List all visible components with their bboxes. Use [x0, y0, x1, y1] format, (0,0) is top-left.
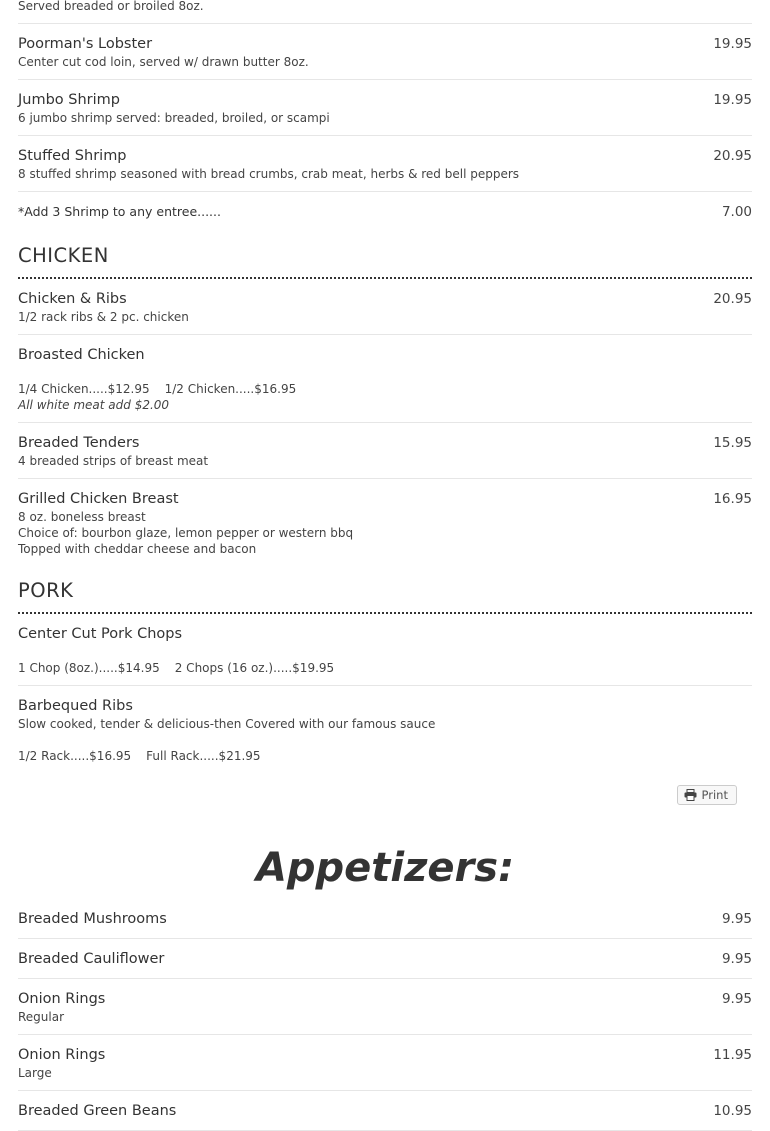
print-label: Print	[701, 788, 728, 802]
item-price: 9.95	[721, 911, 752, 927]
item-price: 20.95	[713, 291, 752, 307]
menu-item	[18, 80, 752, 136]
item-note: All white meat add $2.00	[18, 398, 170, 412]
item-description: 8 stuffed shrimp seasoned with bread crumbs, crab meat, herbs & red bell peppers	[18, 167, 520, 181]
item-name: Chicken & Ribs	[18, 291, 127, 307]
item-price: 7.00	[721, 204, 752, 220]
item-description: Regular	[18, 1010, 65, 1024]
menu-item	[18, 279, 752, 335]
item-description: 8 oz. boneless breast	[18, 510, 146, 524]
option-price: 2 Chops (16 oz.).....$19.95	[174, 661, 335, 675]
item-name: Breaded Green Beans	[18, 1103, 177, 1119]
item-name: Stuffed Shrimp	[18, 148, 127, 164]
item-price: 9.95	[721, 991, 752, 1007]
option-price: 1/2 Chicken.....$16.95	[164, 382, 297, 396]
item-name: Grilled Chicken Breast	[18, 491, 179, 507]
addon-item	[18, 192, 752, 231]
option-price: 1/2 Rack.....$16.95	[18, 749, 132, 763]
item-name: Broasted Chicken	[18, 347, 145, 363]
menu-item	[18, 899, 752, 939]
item-description: Center cut cod loin, served w/ drawn butter 8oz.	[18, 55, 309, 69]
option-price: Full Rack.....$21.95	[146, 749, 261, 763]
printer-icon	[684, 789, 697, 801]
item-name: Breaded Tenders	[18, 435, 140, 451]
option-price: 1 Chop (8oz.).....$14.95	[18, 661, 160, 675]
item-name: Onion Rings	[18, 1047, 106, 1063]
menu-item	[18, 136, 752, 192]
menu-item	[18, 1035, 752, 1091]
item-name: Barbequed Ribs	[18, 698, 133, 714]
item-price: 16.95	[713, 491, 752, 507]
item-description: 6 jumbo shrimp served: breaded, broiled, or scampi	[18, 111, 330, 125]
item-name: Onion Rings	[18, 991, 106, 1007]
item-price: 19.95	[713, 36, 752, 52]
item-price: 10.95	[713, 1103, 752, 1119]
menu-item	[18, 479, 752, 566]
item-description: Served breaded or broiled 8oz.	[18, 0, 204, 13]
item-options	[18, 381, 752, 397]
menu-item	[18, 24, 752, 80]
item-price: 15.95	[713, 435, 752, 451]
menu-item	[18, 423, 752, 479]
item-price: 11.95	[713, 1047, 752, 1063]
menu-item	[18, 0, 752, 24]
section-heading-pork: PORK	[18, 566, 752, 614]
menu-item	[18, 979, 752, 1035]
item-name: Jumbo Shrimp	[18, 92, 120, 108]
item-options	[18, 660, 752, 676]
menu-item	[18, 686, 752, 773]
item-description: Large	[18, 1066, 52, 1080]
item-description: 1/2 rack ribs & 2 pc. chicken	[18, 310, 189, 324]
item-name: Center Cut Pork Chops	[18, 626, 183, 642]
item-name: *Add 3 Shrimp to any entree......	[18, 204, 221, 219]
item-options	[18, 748, 752, 764]
item-description: Choice of: bourbon glaze, lemon pepper or western bbq	[18, 526, 354, 540]
menu-item	[18, 335, 752, 423]
print-row	[18, 773, 752, 843]
item-price: 19.95	[713, 92, 752, 108]
menu-page	[18, 0, 752, 1131]
item-price: 20.95	[713, 148, 752, 164]
item-price: 9.95	[721, 951, 752, 967]
menu-item	[18, 614, 752, 686]
section-heading-chicken: CHICKEN	[18, 231, 752, 279]
print-button[interactable]	[677, 785, 737, 805]
menu-item	[18, 1091, 752, 1131]
option-price: 1/4 Chicken.....$12.95	[18, 382, 150, 396]
menu-item	[18, 939, 752, 979]
item-name: Breaded Cauliflower	[18, 951, 165, 967]
item-name: Poorman's Lobster	[18, 36, 153, 52]
item-description: 4 breaded strips of breast meat	[18, 454, 209, 468]
item-description: Slow cooked, tender & delicious-then Covered with our famous sauce	[18, 717, 436, 731]
item-description: Topped with cheddar cheese and bacon	[18, 542, 257, 556]
section-heading-appetizers: Appetizers:	[255, 845, 515, 891]
item-name: Breaded Mushrooms	[18, 911, 167, 927]
